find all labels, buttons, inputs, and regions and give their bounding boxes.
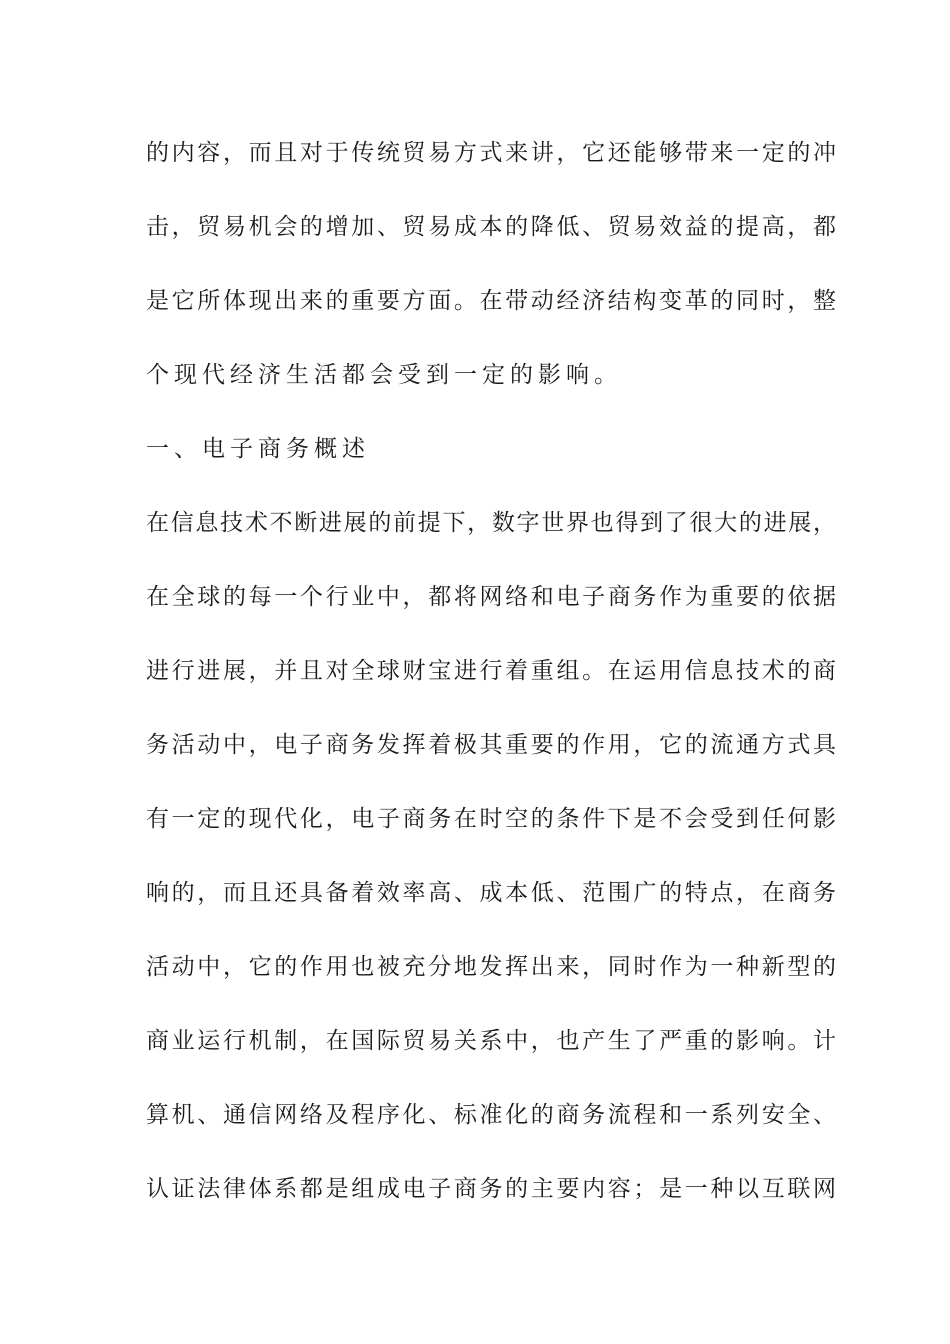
text-line: 响的，而且还具备着效率高、成本低、范围广的特点，在商务 (146, 880, 836, 906)
text-line: 击，贸易机会的增加、贸易成本的降低、贸易效益的提高，都 (146, 214, 836, 240)
text-line: 务活动中，电子商务发挥着极其重要的作用，它的流通方式具 (146, 732, 836, 758)
text-line: 认证法律体系都是组成电子商务的主要内容；是一种以互联网 (146, 1176, 836, 1202)
text-line: 有一定的现代化，电子商务在时空的条件下是不会受到任何影 (146, 806, 836, 832)
text-line: 是它所体现出来的重要方面。在带动经济结构变革的同时，整 (146, 288, 836, 314)
text-line: 个现代经济生活都会受到一定的影响。 (146, 362, 622, 388)
text-line: 在全球的每一个行业中，都将网络和电子商务作为重要的依据 (146, 584, 836, 610)
section-heading: 一、电子商务概述 (146, 436, 370, 462)
text-line: 的内容，而且对于传统贸易方式来讲，它还能够带来一定的冲 (146, 140, 836, 166)
text-line: 商业运行机制，在国际贸易关系中，也产生了严重的影响。计 (146, 1028, 836, 1054)
text-line: 进行进展，并且对全球财宝进行着重组。在运用信息技术的商 (146, 658, 836, 684)
text-line: 活动中，它的作用也被充分地发挥出来，同时作为一种新型的 (146, 954, 836, 980)
text-line: 在信息技术不断进展的前提下，数字世界也得到了很大的进展， (146, 510, 836, 536)
text-line: 算机、通信网络及程序化、标准化的商务流程和一系列安全、 (146, 1102, 836, 1128)
